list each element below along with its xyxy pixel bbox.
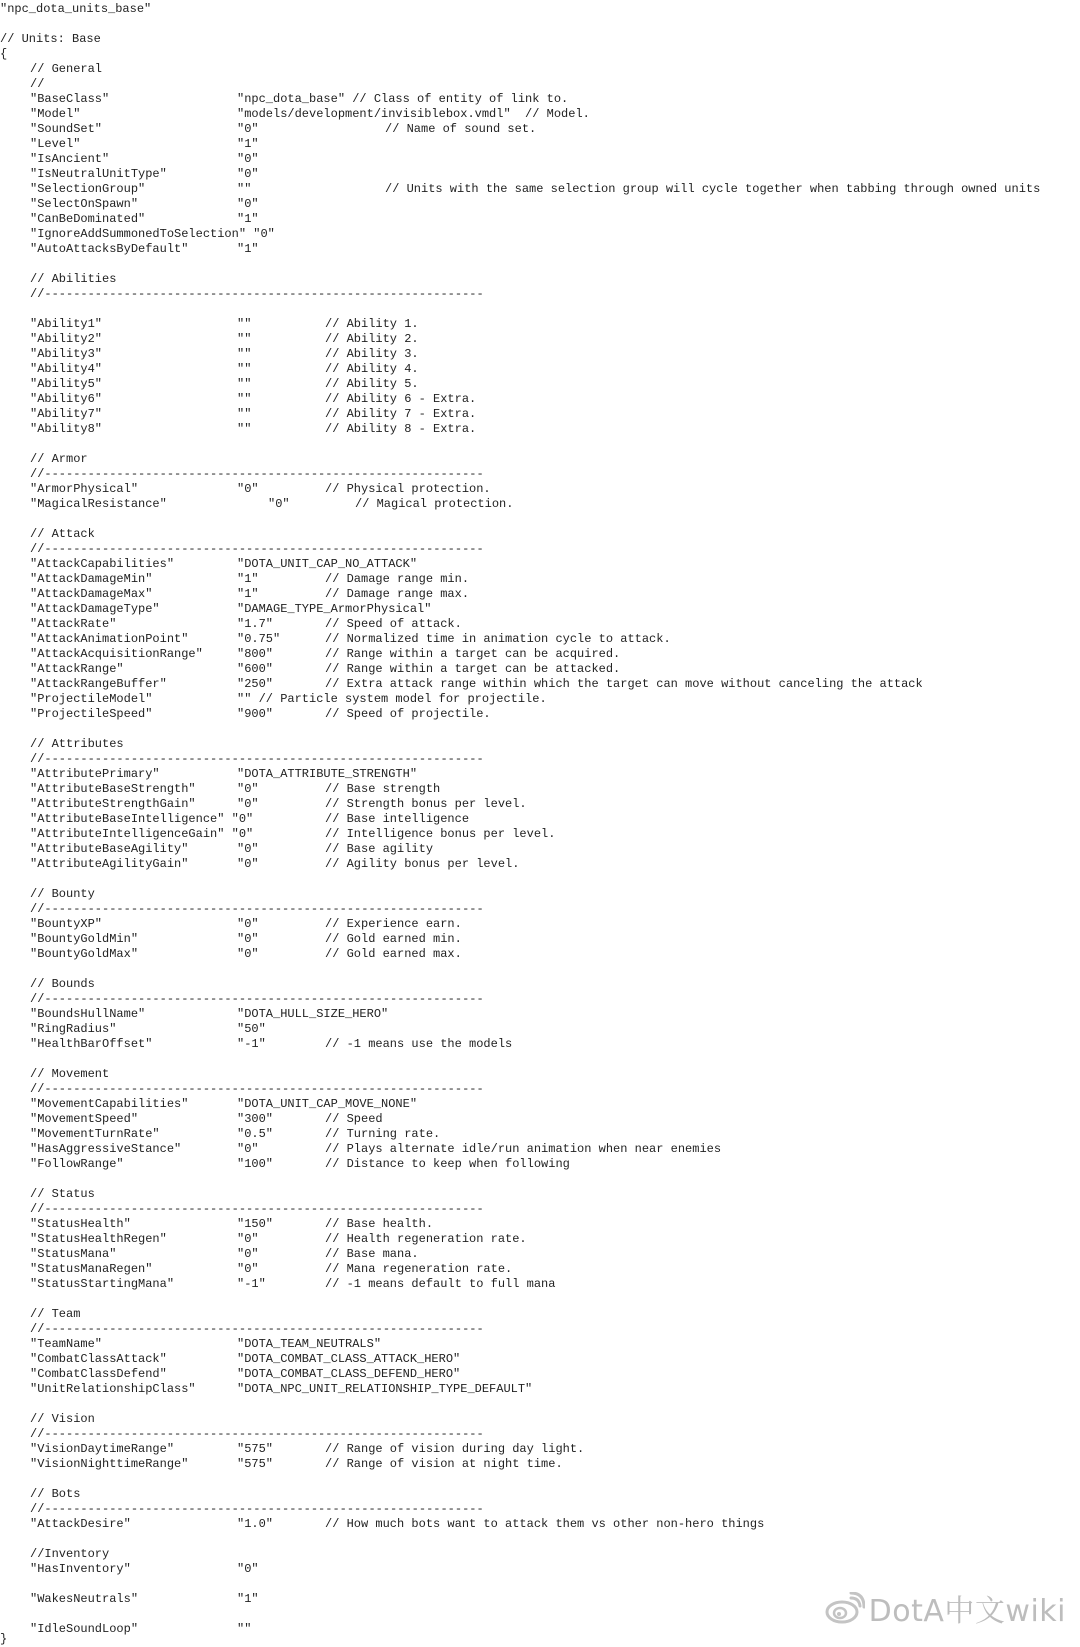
code-key: "MovementCapabilities" bbox=[30, 1097, 189, 1111]
code-value: "0" bbox=[237, 947, 259, 961]
code-key: // Status bbox=[30, 1187, 95, 1201]
code-line bbox=[0, 1412, 1080, 1427]
code-key: "npc_dota_units_base" bbox=[0, 2, 152, 16]
code-key: "AutoAttacksByDefault" bbox=[30, 242, 189, 256]
code-key: { bbox=[0, 47, 8, 61]
code-line bbox=[0, 1337, 1080, 1352]
code-comment: // Extra attack range within which the target can move without canceling the attack bbox=[325, 677, 923, 691]
code-line bbox=[0, 617, 1080, 632]
code-value: "1" bbox=[237, 137, 259, 151]
code-line bbox=[0, 32, 1080, 47]
code-line bbox=[0, 527, 1080, 542]
code-key: // Bounds bbox=[30, 977, 95, 991]
code-comment: // Mana regeneration rate. bbox=[325, 1262, 513, 1276]
code-key: "TeamName" bbox=[30, 1337, 103, 1351]
code-line bbox=[0, 587, 1080, 602]
code-key: "IsNeutralUnitType" bbox=[30, 167, 167, 181]
code-line bbox=[0, 947, 1080, 962]
code-key: "Ability3" bbox=[30, 347, 103, 361]
code-line bbox=[0, 1037, 1080, 1052]
code-line bbox=[0, 992, 1080, 1007]
code-comment: // Ability 1. bbox=[325, 317, 419, 331]
code-line bbox=[0, 1517, 1080, 1532]
watermark bbox=[825, 1586, 1066, 1630]
code-value: "" bbox=[237, 347, 252, 361]
code-comment: // Range within a target can be acquired. bbox=[325, 647, 621, 661]
code-value: "50" bbox=[237, 1022, 266, 1036]
code-line bbox=[0, 542, 1080, 557]
code-value: "DOTA_UNIT_CAP_NO_ATTACK" bbox=[237, 557, 418, 571]
code-key: "AttributeIntelligenceGain" "0" bbox=[30, 827, 254, 841]
code-value: "DOTA_COMBAT_CLASS_ATTACK_HERO" bbox=[237, 1352, 461, 1366]
code-line bbox=[0, 167, 1080, 182]
code-comment: // Base health. bbox=[325, 1217, 434, 1231]
code-key: "AttributePrimary" bbox=[30, 767, 160, 781]
code-value: "1" bbox=[237, 1592, 259, 1606]
code-key: //------------------------------------------------------------- bbox=[30, 1427, 484, 1441]
code-line bbox=[0, 1142, 1080, 1157]
code-key: "SoundSet" bbox=[30, 122, 103, 136]
code-line bbox=[0, 392, 1080, 407]
code-value: "1.0" bbox=[237, 1517, 274, 1531]
code-key: "StatusHealthRegen" bbox=[30, 1232, 167, 1246]
code-value: "-1" bbox=[237, 1037, 266, 1051]
code-key: "AttackRange" bbox=[30, 662, 124, 676]
code-value: "0" bbox=[268, 497, 290, 511]
code-comment: // Magical protection. bbox=[355, 497, 514, 511]
code-line bbox=[0, 1187, 1080, 1202]
code-value: "0" bbox=[237, 1262, 259, 1276]
code-comment: // Ability 7 - Extra. bbox=[325, 407, 477, 421]
code-key: // Attributes bbox=[30, 737, 124, 751]
code-comment: // Range within a target can be attacked. bbox=[325, 662, 621, 676]
code-comment: // Ability 2. bbox=[325, 332, 419, 346]
code-key: //------------------------------------------------------------- bbox=[30, 992, 484, 1006]
code-comment: // Ability 5. bbox=[325, 377, 419, 391]
code-value: "0" bbox=[237, 197, 259, 211]
code-line bbox=[0, 332, 1080, 347]
code-comment: // Distance to keep when following bbox=[325, 1157, 570, 1171]
code-comment: // Base agility bbox=[325, 842, 434, 856]
code-key: "BountyGoldMax" bbox=[30, 947, 139, 961]
code-key: "SelectionGroup" bbox=[30, 182, 146, 196]
code-value: "1.7" bbox=[237, 617, 274, 631]
code-key: "BountyXP" bbox=[30, 917, 103, 931]
code-key: "StatusManaRegen" bbox=[30, 1262, 153, 1276]
code-line bbox=[0, 1217, 1080, 1232]
closing-brace: } bbox=[0, 1632, 8, 1646]
code-comment: // Health regeneration rate. bbox=[325, 1232, 527, 1246]
code-key: "WakesNeutrals" bbox=[30, 1592, 139, 1606]
code-line bbox=[0, 1322, 1080, 1337]
code-line bbox=[0, 482, 1080, 497]
code-key: "ProjectileSpeed" bbox=[30, 707, 153, 721]
code-line bbox=[0, 692, 1080, 707]
code-line bbox=[0, 842, 1080, 857]
code-line bbox=[0, 182, 1080, 197]
code-line bbox=[0, 1442, 1080, 1457]
code-line bbox=[0, 377, 1080, 392]
code-value: "DOTA_NPC_UNIT_RELATIONSHIP_TYPE_DEFAULT" bbox=[237, 1382, 533, 1396]
code-key: // Attack bbox=[30, 527, 95, 541]
code-comment: // Physical protection. bbox=[325, 482, 491, 496]
code-key: "AttributeBaseIntelligence" "0" bbox=[30, 812, 254, 826]
code-line bbox=[0, 287, 1080, 302]
code-key: "Ability5" bbox=[30, 377, 103, 391]
code-comment: // Ability 3. bbox=[325, 347, 419, 361]
code-value: "" bbox=[237, 1622, 252, 1636]
code-key: "AttributeBaseAgility" bbox=[30, 842, 189, 856]
code-line bbox=[0, 1097, 1080, 1112]
code-value: "" bbox=[237, 362, 252, 376]
code-value: "0" bbox=[237, 797, 259, 811]
code-comment: // Plays alternate idle/run animation when near enemies bbox=[325, 1142, 722, 1156]
code-line bbox=[0, 467, 1080, 482]
code-line bbox=[0, 1562, 1080, 1577]
code-value: "DAMAGE_TYPE_ArmorPhysical" bbox=[237, 602, 432, 616]
code-line bbox=[0, 1367, 1080, 1382]
code-key: "CombatClassDefend" bbox=[30, 1367, 167, 1381]
code-comment: // Ability 8 - Extra. bbox=[325, 422, 477, 436]
code-value: "npc_dota_base" // Class of entity of link to. bbox=[237, 92, 569, 106]
code-line bbox=[0, 1157, 1080, 1172]
code-key: //------------------------------------------------------------- bbox=[30, 1322, 484, 1336]
code-key: "BaseClass" bbox=[30, 92, 110, 106]
code-key: //------------------------------------------------------------- bbox=[30, 542, 484, 556]
code-comment: // Range of vision at night time. bbox=[325, 1457, 563, 1471]
code-line bbox=[0, 272, 1080, 287]
code-value: "-1" bbox=[237, 1277, 266, 1291]
code-line bbox=[0, 1382, 1080, 1397]
code-value: "0" bbox=[237, 1232, 259, 1246]
code-value: "575" bbox=[237, 1442, 274, 1456]
code-key: "IsAncient" bbox=[30, 152, 110, 166]
code-key: "UnitRelationshipClass" bbox=[30, 1382, 196, 1396]
code-key: "Ability7" bbox=[30, 407, 103, 421]
code-comment: // Speed bbox=[325, 1112, 383, 1126]
code-value: "575" bbox=[237, 1457, 274, 1471]
code-value: "1" bbox=[237, 587, 259, 601]
code-key: "RingRadius" bbox=[30, 1022, 117, 1036]
code-line bbox=[0, 1112, 1080, 1127]
code-key: "IdleSoundLoop" bbox=[30, 1622, 139, 1636]
code-key: "StatusHealth" bbox=[30, 1217, 131, 1231]
code-line bbox=[0, 1307, 1080, 1322]
code-key: //Inventory bbox=[30, 1547, 110, 1561]
code-comment: // Units with the same selection group will cycle together when tabbing through owned units bbox=[385, 182, 1041, 196]
code-key: "Ability4" bbox=[30, 362, 103, 376]
code-key: // Bounty bbox=[30, 887, 95, 901]
code-line bbox=[0, 92, 1080, 107]
code-comment: // Damage range min. bbox=[325, 572, 470, 586]
code-comment: // Range of vision during day light. bbox=[325, 1442, 585, 1456]
code-value: "0.75" bbox=[237, 632, 281, 646]
watermark-text: DotA中文wiki bbox=[868, 1594, 1066, 1629]
code-line bbox=[0, 887, 1080, 902]
code-line bbox=[0, 707, 1080, 722]
code-value: "0" bbox=[237, 917, 259, 931]
code-line bbox=[0, 317, 1080, 332]
code-value: "150" bbox=[237, 1217, 274, 1231]
code-key: "StatusMana" bbox=[30, 1247, 117, 1261]
code-value: "0" bbox=[237, 842, 259, 856]
code-line bbox=[0, 107, 1080, 122]
code-comment: // Name of sound set. bbox=[385, 122, 537, 136]
code-key: "Level" bbox=[30, 137, 81, 151]
code-key: // Bots bbox=[30, 1487, 81, 1501]
code-value: "1" bbox=[237, 242, 259, 256]
code-key: "CanBeDominated" bbox=[30, 212, 146, 226]
code-value: "0" bbox=[237, 932, 259, 946]
code-comment: // Base mana. bbox=[325, 1247, 419, 1261]
code-key: "MagicalResistance" bbox=[30, 497, 167, 511]
code-comment: // Normalized time in animation cycle to attack. bbox=[325, 632, 671, 646]
code-line bbox=[0, 242, 1080, 257]
code-key: "AttackRate" bbox=[30, 617, 117, 631]
code-line bbox=[0, 347, 1080, 362]
code-key: "VisionNighttimeRange" bbox=[30, 1457, 189, 1471]
code-line bbox=[0, 1022, 1080, 1037]
code-line bbox=[0, 422, 1080, 437]
code-line bbox=[0, 1232, 1080, 1247]
code-key: "Ability8" bbox=[30, 422, 103, 436]
code-value: "0" bbox=[237, 857, 259, 871]
code-line bbox=[0, 932, 1080, 947]
code-key: // Movement bbox=[30, 1067, 110, 1081]
code-line bbox=[0, 557, 1080, 572]
code-line bbox=[0, 1082, 1080, 1097]
code-value: "" bbox=[237, 317, 252, 331]
code-comment: // Strength bonus per level. bbox=[325, 797, 527, 811]
code-comment: // Base strength bbox=[325, 782, 441, 796]
code-value: "0" bbox=[237, 1247, 259, 1261]
code-key: //------------------------------------------------------------- bbox=[30, 752, 484, 766]
code-value: "0" bbox=[237, 1142, 259, 1156]
code-value: "600" bbox=[237, 662, 274, 676]
code-value: "" bbox=[237, 407, 252, 421]
code-key: //------------------------------------------------------------- bbox=[30, 1202, 484, 1216]
code-value: "DOTA_ATTRIBUTE_STRENGTH" bbox=[237, 767, 418, 781]
code-line bbox=[0, 1247, 1080, 1262]
code-line bbox=[0, 662, 1080, 677]
code-comment: // Gold earned max. bbox=[325, 947, 462, 961]
weibo-icon bbox=[825, 1592, 865, 1624]
code-line bbox=[0, 572, 1080, 587]
code-line bbox=[0, 152, 1080, 167]
code-key: // bbox=[30, 77, 45, 91]
code-key: // General bbox=[30, 62, 103, 76]
code-key: //------------------------------------------------------------- bbox=[30, 1082, 484, 1096]
code-value: "100" bbox=[237, 1157, 274, 1171]
code-line bbox=[0, 677, 1080, 692]
code-line bbox=[0, 47, 1080, 62]
code-value: "250" bbox=[237, 677, 274, 691]
code-line bbox=[0, 1127, 1080, 1142]
code-comment: // Base intelligence bbox=[325, 812, 470, 826]
code-line bbox=[0, 917, 1080, 932]
code-key: "Ability2" bbox=[30, 332, 103, 346]
code-value: "0" bbox=[237, 167, 259, 181]
code-line bbox=[0, 77, 1080, 92]
code-value: "0" bbox=[237, 152, 259, 166]
code-key: "AttributeBaseStrength" bbox=[30, 782, 196, 796]
code-key: "ArmorPhysical" bbox=[30, 482, 139, 496]
code-value: "" bbox=[237, 182, 252, 196]
code-comment: // Speed of projectile. bbox=[325, 707, 491, 721]
code-key: "SelectOnSpawn" bbox=[30, 197, 139, 211]
code-line bbox=[0, 857, 1080, 872]
code-key: "AttackDamageType" bbox=[30, 602, 160, 616]
code-value: "0" bbox=[237, 782, 259, 796]
code-value: "" bbox=[237, 392, 252, 406]
code-key: // Vision bbox=[30, 1412, 95, 1426]
code-key: "Ability1" bbox=[30, 317, 103, 331]
code-line bbox=[0, 647, 1080, 662]
code-line bbox=[0, 602, 1080, 617]
code-key: "CombatClassAttack" bbox=[30, 1352, 167, 1366]
code-value: "DOTA_HULL_SIZE_HERO" bbox=[237, 1007, 389, 1021]
code-value: "300" bbox=[237, 1112, 274, 1126]
code-line bbox=[0, 362, 1080, 377]
code-comment: // Gold earned min. bbox=[325, 932, 462, 946]
code-comment: // -1 means use the models bbox=[325, 1037, 513, 1051]
code-key: //------------------------------------------------------------- bbox=[30, 1502, 484, 1516]
code-key: "AttackAcquisitionRange" bbox=[30, 647, 203, 661]
code-key: "BoundsHullName" bbox=[30, 1007, 146, 1021]
code-key: "AttackRangeBuffer" bbox=[30, 677, 167, 691]
code-line bbox=[0, 227, 1080, 242]
code-comment: // Ability 4. bbox=[325, 362, 419, 376]
code-line bbox=[0, 782, 1080, 797]
code-line bbox=[0, 1487, 1080, 1502]
code-comment: // -1 means default to full mana bbox=[325, 1277, 556, 1291]
code-line bbox=[0, 122, 1080, 137]
code-key: "AttributeAgilityGain" bbox=[30, 857, 189, 871]
code-value: "models/development/invisiblebox.vmdl" // Model. bbox=[237, 107, 590, 121]
code-key: //------------------------------------------------------------- bbox=[30, 287, 484, 301]
code-line bbox=[0, 452, 1080, 467]
code-line bbox=[0, 767, 1080, 782]
code-line bbox=[0, 62, 1080, 77]
code-key: // Units: Base bbox=[0, 32, 101, 46]
code-value: "DOTA_TEAM_NEUTRALS" bbox=[237, 1337, 382, 1351]
code-line bbox=[0, 407, 1080, 422]
code-line bbox=[0, 1427, 1080, 1442]
code-line bbox=[0, 2, 1080, 17]
code-value: "" bbox=[237, 332, 252, 346]
code-key: "VisionDaytimeRange" bbox=[30, 1442, 175, 1456]
code-line bbox=[0, 1007, 1080, 1022]
code-line bbox=[0, 1502, 1080, 1517]
code-key: "HasAggressiveStance" bbox=[30, 1142, 182, 1156]
code-value: "800" bbox=[237, 647, 274, 661]
code-key: "Model" bbox=[30, 107, 81, 121]
code-key: "AttackDamageMax" bbox=[30, 587, 153, 601]
code-key: "MovementSpeed" bbox=[30, 1112, 139, 1126]
code-line bbox=[0, 1277, 1080, 1292]
code-value: "0" bbox=[237, 482, 259, 496]
code-key: "MovementTurnRate" bbox=[30, 1127, 160, 1141]
code-value: "1" bbox=[237, 212, 259, 226]
code-key: "FollowRange" bbox=[30, 1157, 124, 1171]
code-line bbox=[0, 827, 1080, 842]
code-key: // Abilities bbox=[30, 272, 117, 286]
code-key: "AttributeStrengthGain" bbox=[30, 797, 196, 811]
code-line bbox=[0, 1457, 1080, 1472]
code-value: "0" bbox=[237, 1562, 259, 1576]
code-line bbox=[0, 137, 1080, 152]
code-value: "0" bbox=[237, 122, 259, 136]
code-value: "DOTA_COMBAT_CLASS_DEFEND_HERO" bbox=[237, 1367, 461, 1381]
code-comment: // Turning rate. bbox=[325, 1127, 441, 1141]
code-key: "Ability6" bbox=[30, 392, 103, 406]
code-comment: // Damage range max. bbox=[325, 587, 470, 601]
code-value: "" // Particle system model for projectile. bbox=[237, 692, 547, 706]
code-key: // Team bbox=[30, 1307, 81, 1321]
code-line bbox=[0, 812, 1080, 827]
code-value: "900" bbox=[237, 707, 274, 721]
code-key: "HasInventory" bbox=[30, 1562, 131, 1576]
code-value: "" bbox=[237, 377, 252, 391]
code-key: //------------------------------------------------------------- bbox=[30, 467, 484, 481]
code-value: "0.5" bbox=[237, 1127, 274, 1141]
code-key: //------------------------------------------------------------- bbox=[30, 902, 484, 916]
code-line bbox=[0, 1547, 1080, 1562]
code-line bbox=[0, 1067, 1080, 1082]
code-comment: // Ability 6 - Extra. bbox=[325, 392, 477, 406]
code-key: "AttackCapabilities" bbox=[30, 557, 175, 571]
code-comment: // How much bots want to attack them vs other non-hero things bbox=[325, 1517, 765, 1531]
code-key: "AttackDesire" bbox=[30, 1517, 131, 1531]
code-line bbox=[0, 1352, 1080, 1367]
code-key: "StatusStartingMana" bbox=[30, 1277, 175, 1291]
code-line bbox=[0, 902, 1080, 917]
code-key: "BountyGoldMin" bbox=[30, 932, 139, 946]
code-value: "" bbox=[237, 422, 252, 436]
code-value: "DOTA_UNIT_CAP_MOVE_NONE" bbox=[237, 1097, 418, 1111]
code-line bbox=[0, 1262, 1080, 1277]
code-line bbox=[0, 977, 1080, 992]
code-line bbox=[0, 752, 1080, 767]
code-comment: // Experience earn. bbox=[325, 917, 462, 931]
code-line bbox=[0, 632, 1080, 647]
code-key: "HealthBarOffset" bbox=[30, 1037, 153, 1051]
code-line bbox=[0, 212, 1080, 227]
code-key: "AttackDamageMin" bbox=[30, 572, 153, 586]
code-line bbox=[0, 797, 1080, 812]
code-line bbox=[0, 737, 1080, 752]
code-line bbox=[0, 197, 1080, 212]
code-comment: // Agility bonus per level. bbox=[325, 857, 520, 871]
code-comment: // Intelligence bonus per level. bbox=[325, 827, 556, 841]
code-value: "1" bbox=[237, 572, 259, 586]
code-key: // Armor bbox=[30, 452, 88, 466]
code-comment: // Speed of attack. bbox=[325, 617, 462, 631]
code-key: "ProjectileModel" bbox=[30, 692, 153, 706]
code-key: "IgnoreAddSummonedToSelection" "0" bbox=[30, 227, 275, 241]
code-key: "AttackAnimationPoint" bbox=[30, 632, 189, 646]
code-line bbox=[0, 497, 1080, 512]
code-line bbox=[0, 1202, 1080, 1217]
